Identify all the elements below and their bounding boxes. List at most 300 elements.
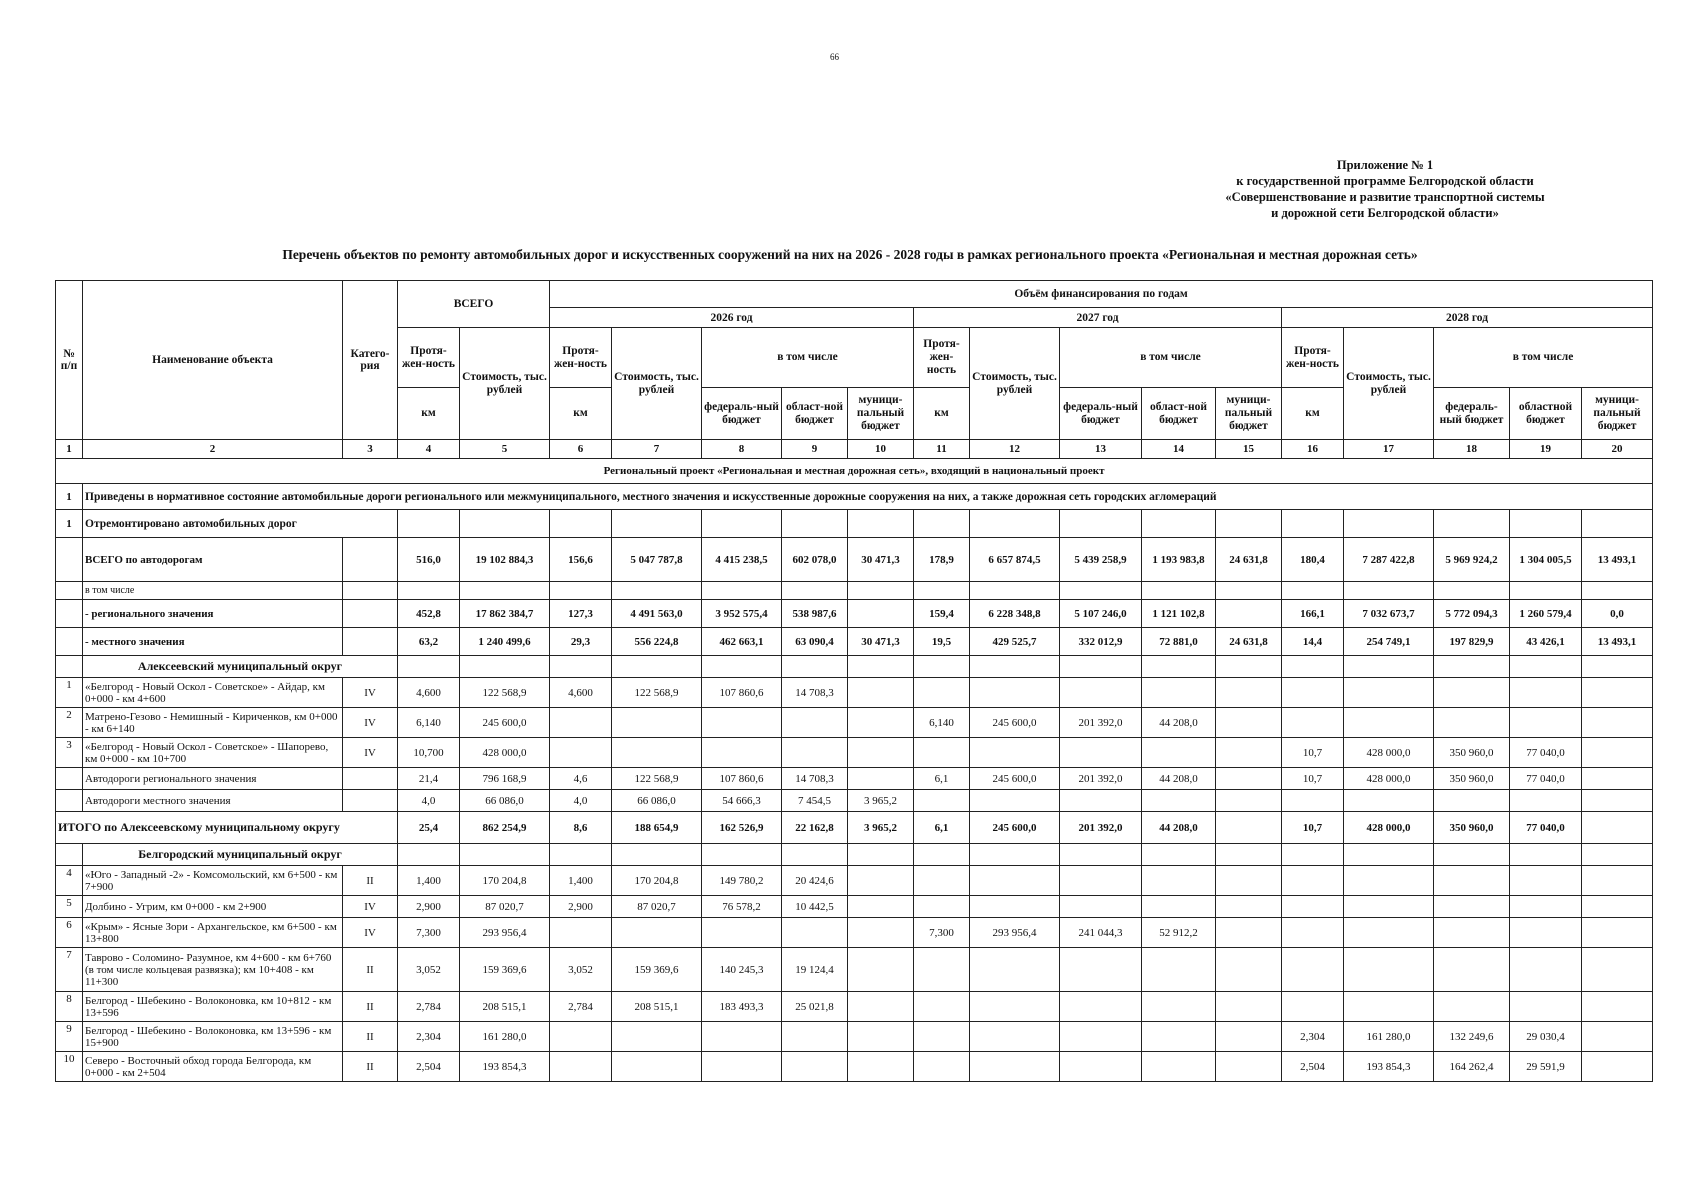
object-name: Белгород - Шебекино - Волоконовка, км 10+812 - км 13+596 xyxy=(83,992,343,1022)
value-cell xyxy=(1434,678,1510,708)
value-cell xyxy=(1344,582,1434,600)
value-cell xyxy=(914,1022,970,1052)
value-cell xyxy=(1344,918,1434,948)
value-cell xyxy=(1060,790,1142,812)
row-num: 8 xyxy=(56,992,83,1022)
value-cell xyxy=(914,678,970,708)
value-cell xyxy=(914,1052,970,1082)
municipality-name: Белгородский муниципальный округ xyxy=(83,844,398,866)
value-cell: 14 708,3 xyxy=(782,768,848,790)
column-number: 20 xyxy=(1582,440,1653,459)
value-cell xyxy=(848,510,914,538)
value-cell: 4,0 xyxy=(398,790,460,812)
value-cell xyxy=(914,656,970,678)
category-cell xyxy=(343,768,398,790)
value-cell xyxy=(1282,918,1344,948)
value-cell: 44 208,0 xyxy=(1142,768,1216,790)
value-cell: 166,1 xyxy=(1282,600,1344,628)
value-cell xyxy=(1434,708,1510,738)
value-cell: 22 162,8 xyxy=(782,812,848,844)
value-cell xyxy=(702,738,782,768)
value-cell: 1 240 499,6 xyxy=(460,628,550,656)
value-cell xyxy=(848,844,914,866)
object-row xyxy=(56,896,1653,918)
value-cell xyxy=(1344,678,1434,708)
summary-row xyxy=(56,538,1653,582)
summary-row xyxy=(56,600,1653,628)
header-length-total: Протя-жен-ность xyxy=(398,328,460,388)
value-cell: 44 208,0 xyxy=(1142,708,1216,738)
value-cell xyxy=(1060,678,1142,708)
value-cell xyxy=(914,790,970,812)
appendix-line-3: «Совершенствование и развитие транспортной системы xyxy=(1225,190,1545,204)
row-num xyxy=(56,768,83,790)
value-cell: 149 780,2 xyxy=(702,866,782,896)
value-cell: 122 568,9 xyxy=(612,678,702,708)
value-cell: 1 121 102,8 xyxy=(1142,600,1216,628)
value-cell xyxy=(970,1052,1060,1082)
value-cell: 4,6 xyxy=(550,768,612,790)
column-number: 2 xyxy=(83,440,343,459)
category-cell: II xyxy=(343,992,398,1022)
value-cell xyxy=(1510,790,1582,812)
value-cell: 245 600,0 xyxy=(970,708,1060,738)
value-cell xyxy=(1216,678,1282,708)
header-regional-2028: областной бюджет xyxy=(1510,388,1582,440)
value-cell xyxy=(1582,790,1653,812)
value-cell xyxy=(1060,948,1142,992)
value-cell xyxy=(1434,992,1510,1022)
value-cell xyxy=(970,656,1060,678)
value-cell xyxy=(970,510,1060,538)
value-cell xyxy=(1582,582,1653,600)
category-cell: IV xyxy=(343,678,398,708)
value-cell xyxy=(1282,992,1344,1022)
object-name: «Крым» - Ясные Зори - Архангельское, км 6+500 - км 13+800 xyxy=(83,918,343,948)
value-cell xyxy=(1510,918,1582,948)
value-cell xyxy=(612,510,702,538)
value-cell xyxy=(1582,768,1653,790)
appendix-header xyxy=(1175,157,1595,221)
column-number: 7 xyxy=(612,440,702,459)
value-cell xyxy=(460,656,550,678)
object-row xyxy=(56,738,1653,768)
value-cell: 2,900 xyxy=(398,896,460,918)
value-cell: 462 663,1 xyxy=(702,628,782,656)
value-cell xyxy=(1282,708,1344,738)
value-cell xyxy=(1216,992,1282,1022)
value-cell xyxy=(612,708,702,738)
value-cell: 293 956,4 xyxy=(970,918,1060,948)
value-cell xyxy=(914,896,970,918)
value-cell xyxy=(1282,582,1344,600)
value-cell: 1 260 579,4 xyxy=(1510,600,1582,628)
column-number: 4 xyxy=(398,440,460,459)
value-cell: 193 854,3 xyxy=(460,1052,550,1082)
value-cell xyxy=(1582,866,1653,896)
header-incl-2027: в том числе xyxy=(1060,328,1282,388)
value-cell: 3 952 575,4 xyxy=(702,600,782,628)
value-cell: 1 304 005,5 xyxy=(1510,538,1582,582)
column-number: 14 xyxy=(1142,440,1216,459)
header-cost-total: Стоимость, тыс. рублей xyxy=(460,328,550,440)
value-cell xyxy=(848,992,914,1022)
value-cell: 183 493,3 xyxy=(702,992,782,1022)
value-cell xyxy=(782,510,848,538)
header-unit-2028: км xyxy=(1282,388,1344,440)
row-num xyxy=(56,628,83,656)
value-cell: 4 415 238,5 xyxy=(702,538,782,582)
value-cell: 332 012,9 xyxy=(1060,628,1142,656)
value-cell: 63,2 xyxy=(398,628,460,656)
value-cell: 52 912,2 xyxy=(1142,918,1216,948)
value-cell: 3 965,2 xyxy=(848,812,914,844)
value-cell xyxy=(1142,582,1216,600)
value-cell xyxy=(1510,510,1582,538)
value-cell: 556 224,8 xyxy=(612,628,702,656)
value-cell: 245 600,0 xyxy=(970,812,1060,844)
value-cell: 7,300 xyxy=(398,918,460,948)
value-cell: 1,400 xyxy=(398,866,460,896)
category-cell: II xyxy=(343,866,398,896)
value-cell xyxy=(1216,844,1282,866)
value-cell xyxy=(848,948,914,992)
value-cell xyxy=(1216,656,1282,678)
value-cell xyxy=(612,844,702,866)
category-cell: II xyxy=(343,948,398,992)
value-cell xyxy=(1216,600,1282,628)
value-cell: 6,140 xyxy=(398,708,460,738)
value-cell xyxy=(612,918,702,948)
value-cell: 140 245,3 xyxy=(702,948,782,992)
header-cost-2028: Стоимость, тыс. рублей xyxy=(1344,328,1434,440)
value-cell xyxy=(1582,812,1653,844)
value-cell: 5 772 094,3 xyxy=(1434,600,1510,628)
value-cell xyxy=(782,582,848,600)
header-unit-2027: км xyxy=(914,388,970,440)
header-cost-2026: Стоимость, тыс. рублей xyxy=(612,328,702,440)
value-cell: 7 287 422,8 xyxy=(1344,538,1434,582)
column-number: 16 xyxy=(1282,440,1344,459)
value-cell: 197 829,9 xyxy=(1434,628,1510,656)
value-cell: 1 193 983,8 xyxy=(1142,538,1216,582)
header-federal-2026: федераль-ный бюджет xyxy=(702,388,782,440)
value-cell xyxy=(1282,656,1344,678)
value-cell: 25,4 xyxy=(398,812,460,844)
summary-label: - регионального значения xyxy=(83,600,343,628)
value-cell: 245 600,0 xyxy=(460,708,550,738)
column-numbers-row xyxy=(56,440,1653,459)
value-cell xyxy=(970,866,1060,896)
value-cell: 161 280,0 xyxy=(460,1022,550,1052)
header-year-2026: 2026 год xyxy=(550,308,914,328)
value-cell: 6,1 xyxy=(914,812,970,844)
row-num xyxy=(56,582,83,600)
value-cell xyxy=(1060,1022,1142,1052)
muni1-total-row xyxy=(56,812,1653,844)
value-cell xyxy=(1282,510,1344,538)
value-cell xyxy=(848,656,914,678)
value-cell xyxy=(1434,948,1510,992)
value-cell xyxy=(1582,844,1653,866)
value-cell: 162 526,9 xyxy=(702,812,782,844)
value-cell: 8,6 xyxy=(550,812,612,844)
value-cell xyxy=(848,918,914,948)
value-cell xyxy=(1142,738,1216,768)
value-cell xyxy=(398,582,460,600)
summary-row xyxy=(56,582,1653,600)
value-cell: 77 040,0 xyxy=(1510,768,1582,790)
row-num: 9 xyxy=(56,1022,83,1052)
value-cell: 7 454,5 xyxy=(782,790,848,812)
category-cell: IV xyxy=(343,738,398,768)
value-cell: 159,4 xyxy=(914,600,970,628)
value-cell xyxy=(914,582,970,600)
value-cell xyxy=(1282,896,1344,918)
value-cell xyxy=(1510,948,1582,992)
column-number: 18 xyxy=(1434,440,1510,459)
value-cell xyxy=(702,510,782,538)
value-cell xyxy=(1344,992,1434,1022)
value-cell: 2,784 xyxy=(550,992,612,1022)
summary-label: - местного значения xyxy=(83,628,343,656)
value-cell: 428 000,0 xyxy=(1344,738,1434,768)
column-number: 11 xyxy=(914,440,970,459)
header-incl-2028: в том числе xyxy=(1434,328,1653,388)
value-cell: 19,5 xyxy=(914,628,970,656)
object-row xyxy=(56,948,1653,992)
value-cell: 29,3 xyxy=(550,628,612,656)
header-unit-2026: км xyxy=(550,388,612,440)
value-cell: 159 369,6 xyxy=(612,948,702,992)
value-cell: 350 960,0 xyxy=(1434,738,1510,768)
column-number: 3 xyxy=(343,440,398,459)
value-cell: 178,9 xyxy=(914,538,970,582)
value-cell xyxy=(1510,678,1582,708)
value-cell: 4,600 xyxy=(398,678,460,708)
value-cell xyxy=(702,656,782,678)
value-cell: 10 442,5 xyxy=(782,896,848,918)
value-cell xyxy=(1510,656,1582,678)
value-cell xyxy=(1510,708,1582,738)
header-municipal-2026: муници-пальный бюджет xyxy=(848,388,914,440)
value-cell xyxy=(1216,738,1282,768)
value-cell: 2,304 xyxy=(1282,1022,1344,1052)
value-cell xyxy=(1282,866,1344,896)
table-header xyxy=(56,281,1653,440)
value-cell: 19 102 884,3 xyxy=(460,538,550,582)
value-cell xyxy=(848,678,914,708)
value-cell: 241 044,3 xyxy=(1060,918,1142,948)
category-cell xyxy=(343,790,398,812)
value-cell xyxy=(1216,866,1282,896)
value-cell: 66 086,0 xyxy=(612,790,702,812)
column-number: 15 xyxy=(1216,440,1282,459)
value-cell: 77 040,0 xyxy=(1510,738,1582,768)
value-cell: 3 965,2 xyxy=(848,790,914,812)
value-cell: 180,4 xyxy=(1282,538,1344,582)
value-cell xyxy=(702,1022,782,1052)
row-num xyxy=(56,538,83,582)
value-cell xyxy=(1142,678,1216,708)
category-cell: IV xyxy=(343,708,398,738)
value-cell: 796 168,9 xyxy=(460,768,550,790)
value-cell xyxy=(1510,844,1582,866)
value-cell xyxy=(782,656,848,678)
value-cell: 5 969 924,2 xyxy=(1434,538,1510,582)
value-cell xyxy=(1216,812,1282,844)
header-total: ВСЕГО xyxy=(398,281,550,328)
object-name: «Юго - Западный -2» - Комсомольский, км 6+500 - км 7+900 xyxy=(83,866,343,896)
object-row xyxy=(56,708,1653,738)
value-cell: 7,300 xyxy=(914,918,970,948)
value-cell xyxy=(914,866,970,896)
value-cell xyxy=(398,844,460,866)
value-cell xyxy=(612,656,702,678)
value-cell xyxy=(914,948,970,992)
value-cell: 350 960,0 xyxy=(1434,812,1510,844)
value-cell xyxy=(1216,790,1282,812)
value-cell xyxy=(1344,948,1434,992)
value-cell xyxy=(1282,678,1344,708)
value-cell: 107 860,6 xyxy=(702,678,782,708)
value-cell xyxy=(914,510,970,538)
value-cell xyxy=(1216,510,1282,538)
value-cell: 10,7 xyxy=(1282,738,1344,768)
value-cell xyxy=(1060,992,1142,1022)
object-row xyxy=(56,1022,1653,1052)
value-cell xyxy=(398,656,460,678)
value-cell xyxy=(1434,844,1510,866)
row-num: 5 xyxy=(56,896,83,918)
value-cell xyxy=(1216,918,1282,948)
value-cell xyxy=(550,1022,612,1052)
value-cell xyxy=(848,1052,914,1082)
value-cell xyxy=(550,738,612,768)
value-cell xyxy=(1060,866,1142,896)
value-cell xyxy=(970,678,1060,708)
value-cell xyxy=(1344,866,1434,896)
value-cell xyxy=(970,790,1060,812)
header-length-2026: Протя-жен-ность xyxy=(550,328,612,388)
value-cell: 2,304 xyxy=(398,1022,460,1052)
value-cell xyxy=(1142,896,1216,918)
value-cell: 44 208,0 xyxy=(1142,812,1216,844)
header-municipal-2027: муници-пальный бюджет xyxy=(1216,388,1282,440)
row-num: 6 xyxy=(56,918,83,948)
value-cell xyxy=(970,1022,1060,1052)
column-number: 12 xyxy=(970,440,1060,459)
value-cell: 2,504 xyxy=(398,1052,460,1082)
value-cell: 13 493,1 xyxy=(1582,628,1653,656)
value-cell xyxy=(970,582,1060,600)
value-cell xyxy=(848,1022,914,1052)
value-cell xyxy=(1282,790,1344,812)
value-cell xyxy=(460,510,550,538)
value-cell: 21,4 xyxy=(398,768,460,790)
value-cell xyxy=(1344,790,1434,812)
value-cell: 132 249,6 xyxy=(1434,1022,1510,1052)
value-cell xyxy=(1434,866,1510,896)
category-cell xyxy=(343,628,398,656)
value-cell xyxy=(782,1052,848,1082)
value-cell: 293 956,4 xyxy=(460,918,550,948)
task-row xyxy=(56,510,1653,538)
category-cell xyxy=(343,582,398,600)
value-cell: 350 960,0 xyxy=(1434,768,1510,790)
object-name: «Белгород - Новый Оскол - Советское» - Шапорево, км 0+000 - км 10+700 xyxy=(83,738,343,768)
value-cell xyxy=(702,844,782,866)
value-cell: 43 426,1 xyxy=(1510,628,1582,656)
value-cell xyxy=(970,896,1060,918)
value-cell xyxy=(1344,510,1434,538)
value-cell xyxy=(1060,738,1142,768)
value-cell xyxy=(782,738,848,768)
value-cell: 25 021,8 xyxy=(782,992,848,1022)
value-cell xyxy=(1344,656,1434,678)
value-cell: 3,052 xyxy=(550,948,612,992)
value-cell: 76 578,2 xyxy=(702,896,782,918)
value-cell xyxy=(1582,678,1653,708)
value-cell xyxy=(1142,948,1216,992)
value-cell: 2,900 xyxy=(550,896,612,918)
row-num: 3 xyxy=(56,738,83,768)
header-municipal-2028: муници-пальный бюджет xyxy=(1582,388,1653,440)
value-cell xyxy=(612,582,702,600)
value-cell xyxy=(1060,656,1142,678)
value-cell xyxy=(1434,582,1510,600)
value-cell xyxy=(782,844,848,866)
value-cell xyxy=(848,866,914,896)
value-cell: 29 591,9 xyxy=(1510,1052,1582,1082)
value-cell: 72 881,0 xyxy=(1142,628,1216,656)
value-cell xyxy=(1582,896,1653,918)
object-name: «Белгород - Новый Оскол - Советское» - Айдар, км 0+000 - км 4+600 xyxy=(83,678,343,708)
value-cell xyxy=(1510,866,1582,896)
value-cell: 201 392,0 xyxy=(1060,768,1142,790)
object-row xyxy=(56,1052,1653,1082)
column-number: 9 xyxy=(782,440,848,459)
column-number: 19 xyxy=(1510,440,1582,459)
value-cell xyxy=(1582,1022,1653,1052)
value-cell xyxy=(848,896,914,918)
subtotal-label: Автодороги местного значения xyxy=(83,790,343,812)
summary-label: ВСЕГО по автодорогам xyxy=(83,538,343,582)
value-cell xyxy=(550,918,612,948)
value-cell: 24 631,8 xyxy=(1216,628,1282,656)
header-unit-total: км xyxy=(398,388,460,440)
category-cell: II xyxy=(343,1052,398,1082)
value-cell: 245 600,0 xyxy=(970,768,1060,790)
value-cell xyxy=(1216,1022,1282,1052)
object-row xyxy=(56,678,1653,708)
value-cell xyxy=(1216,948,1282,992)
value-cell xyxy=(1216,1052,1282,1082)
appendix-line-4: и дорожной сети Белгородской области» xyxy=(1271,206,1499,220)
value-cell: 4,600 xyxy=(550,678,612,708)
value-cell xyxy=(612,738,702,768)
row-num xyxy=(56,600,83,628)
category-cell xyxy=(343,600,398,628)
value-cell xyxy=(1216,708,1282,738)
value-cell xyxy=(702,708,782,738)
task-text: Отремонтировано автомобильных дорог xyxy=(83,510,398,538)
muni1-header-row xyxy=(56,656,1653,678)
document-title: Перечень объектов по ремонту автомобильных дорог и искусственных сооружений на них на 2026 - 2028 годы в рамках регионального проекта «Региональная и местная дорожная сеть» xyxy=(282,247,1418,262)
value-cell xyxy=(1344,708,1434,738)
value-cell: 54 666,3 xyxy=(702,790,782,812)
value-cell: 5 107 246,0 xyxy=(1060,600,1142,628)
